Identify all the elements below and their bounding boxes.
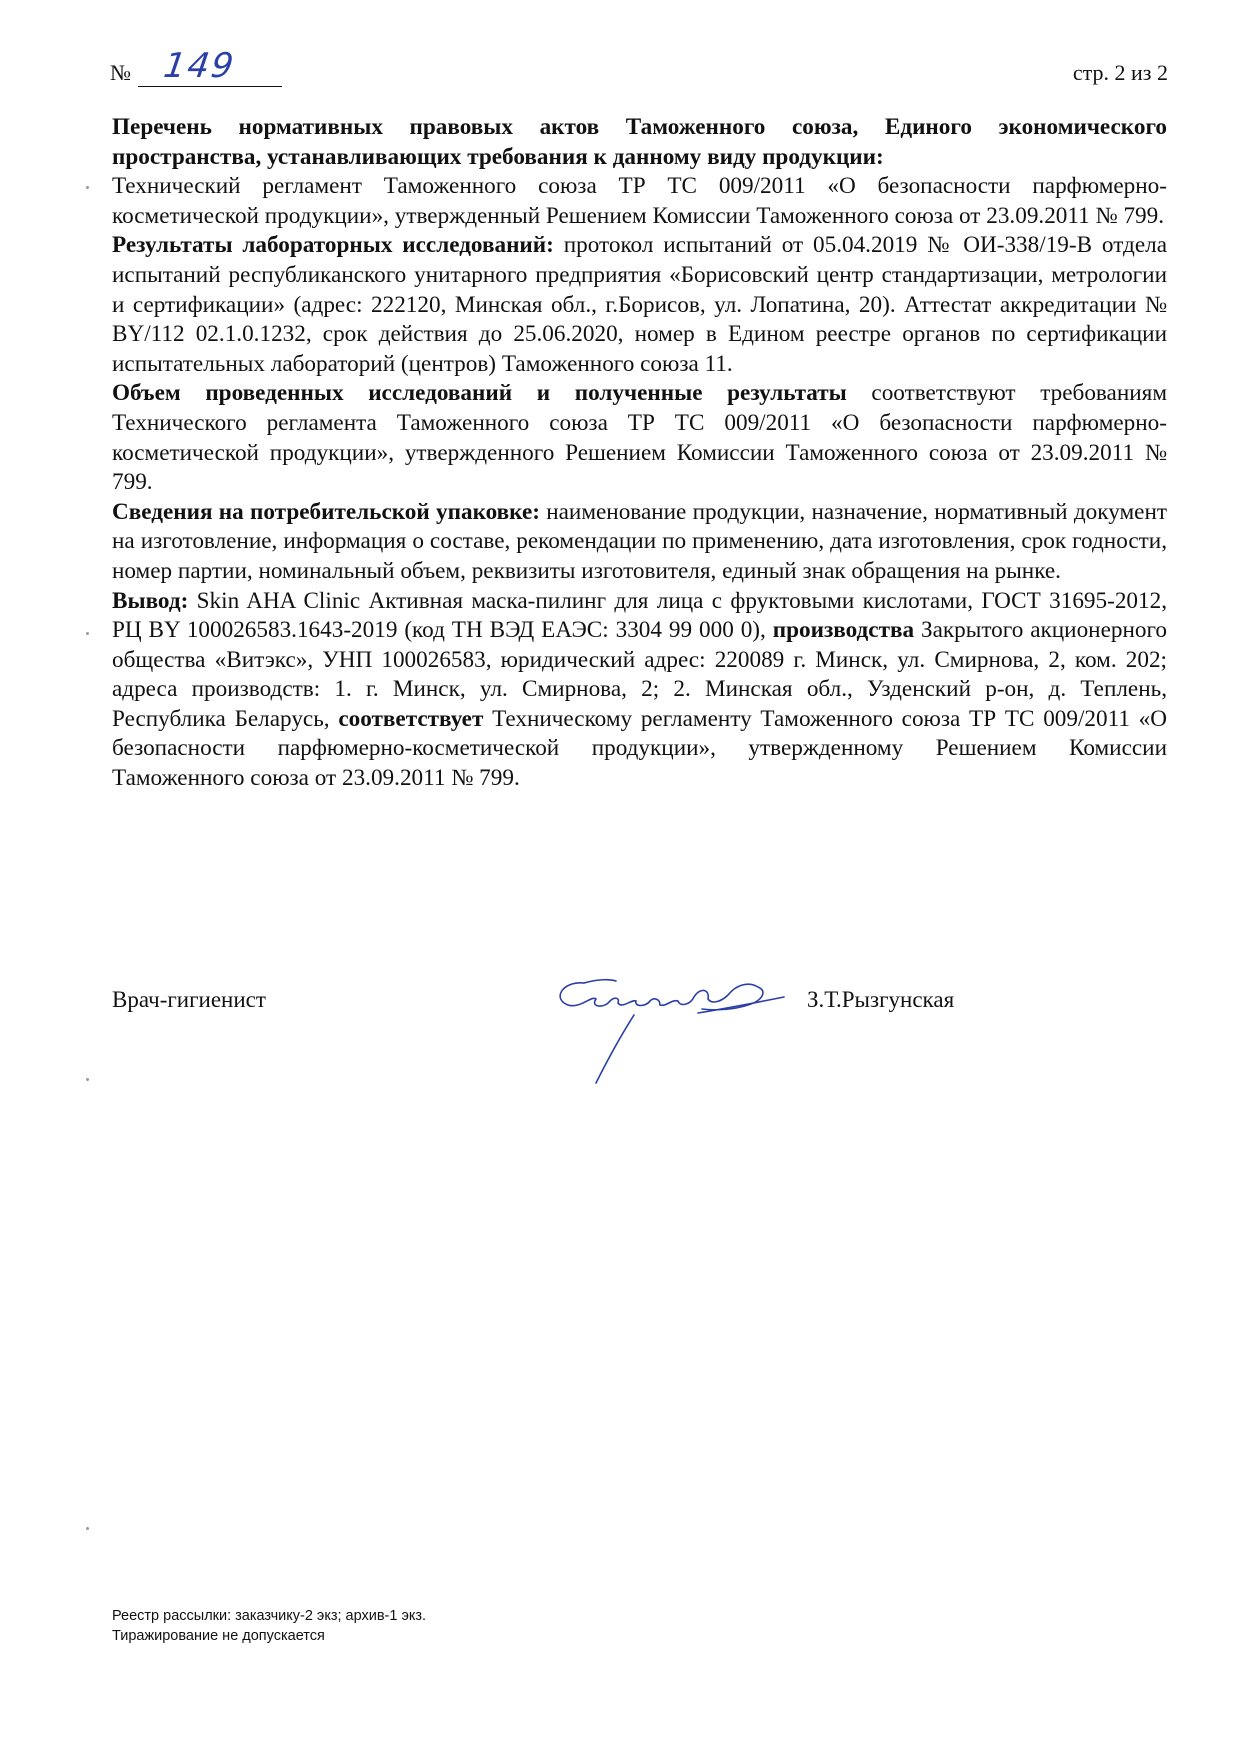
scan-artifact-dot <box>86 186 89 189</box>
number-underline <box>138 86 282 87</box>
document-body <box>112 113 1167 794</box>
handwritten-document-number: 149 <box>161 46 238 86</box>
research-scope-paragraph <box>112 379 1167 497</box>
lab-results-paragraph <box>112 231 1167 379</box>
conclusion-heading: Вывод: <box>112 587 189 614</box>
distribution-list: Реестр рассылки: заказчику-2 экз; архив-1 экз. <box>112 1608 427 1624</box>
packaging-info-paragraph <box>112 498 1167 587</box>
packaging-info-text: наименование продукции, назначение, нормативный документ на изготовление, информация о составе, рекомендации по применению, дата изготовления, срок годности, номер партии, номинальный объем, реквизиты изготовителя, единый знак обращения на рынке. <box>112 498 1167 584</box>
packaging-info-heading: Сведения на потребительской упаковке: <box>112 498 540 525</box>
scan-artifact-dot <box>86 1527 89 1530</box>
signature-block <box>112 985 1167 1095</box>
conclusion-manufacturer-label: производства <box>772 617 915 644</box>
scan-artifact-dot <box>86 632 89 635</box>
document-header <box>110 46 1168 90</box>
regulations-heading: Перечень нормативных правовых актов Таможенного союза, Единого экономического пространства, устанавливающих требования к данному виду продукции: <box>112 114 1167 170</box>
number-sign: № <box>110 60 131 85</box>
research-scope-heading: Объем проведенных исследований и полученные результаты <box>112 380 847 407</box>
conclusion-complies-label: соответствует <box>338 705 484 732</box>
signatory-name: З.Т.Рызгунская <box>807 987 955 1012</box>
page-indicator: стр. 2 из 2 <box>1072 60 1168 85</box>
handwritten-signature <box>522 961 822 1091</box>
scan-artifact-dot <box>86 1078 89 1081</box>
regulations-paragraph <box>112 113 1167 231</box>
signatory-position: Врач-гигиенист <box>112 987 266 1012</box>
regulations-text: Технический регламент Таможенного союза ТР ТС 009/2011 «О безопасности парфюмерно-косметической продукции», утвержденный Решением Комиссии Таможенного союза от 23.09.2011 № 799. <box>112 173 1167 229</box>
copy-restriction: Тиражирование не допускается <box>112 1628 325 1644</box>
distribution-footer <box>112 1606 426 1646</box>
conclusion-text-b: Закрытого акционерного общества «Витэкс», УНП 100026583, юридический адрес: 220089 г. Минск, ул. Смирнова, 2, ком. 202; адреса производств: 1. г. Минск, ул. Смирнова, 2; 2. Минская обл., Узденский р-он, д. Теплень, Республика Беларусь, <box>112 617 1167 732</box>
conclusion-text-a: Skin AHA Clinic Активная маска-пилинг для лица с фруктовыми кислотами, ГОСТ 31695-2012, РЦ BY 100026583.1643-2019 (код ТН ВЭД ЕАЭС: 3304 99 000 0), <box>112 587 1167 644</box>
conclusion-text-c: Техническому регламенту Таможенного союза ТР ТС 009/2011 «О безопасности парфюмерно-косметической продукции», утвержденному Решением Комиссии Таможенного союза от 23.09.2011 № 799. <box>112 705 1167 792</box>
research-scope-text: соответствуют требованиям Технического регламента Таможенного союза ТР ТС 009/2011 «О безопасности парфюмерно-косметической продукции», утвержденного Решением Комиссии Таможенного союза от 23.09.2011 № 799. <box>112 380 1168 496</box>
lab-results-heading: Результаты лабораторных исследований: <box>112 232 554 259</box>
conclusion-paragraph <box>112 587 1167 794</box>
lab-results-text: протокол испытаний от 05.04.2019 № ОИ-338/19-В отдела испытаний республиканского унитарного предприятия «Борисовский центр стандартизации, метрологии и сертификации» (адрес: 222120, Минская обл., г.Борисов, ул. Лопатина, 20). Аттестат аккредитации № BY/112 02.1.0.1232, срок действия до 25.06.2020, номер в Едином реестре органов по сертификации испытательных лабораторий (центров) Таможенного союза 11. <box>112 232 1167 377</box>
